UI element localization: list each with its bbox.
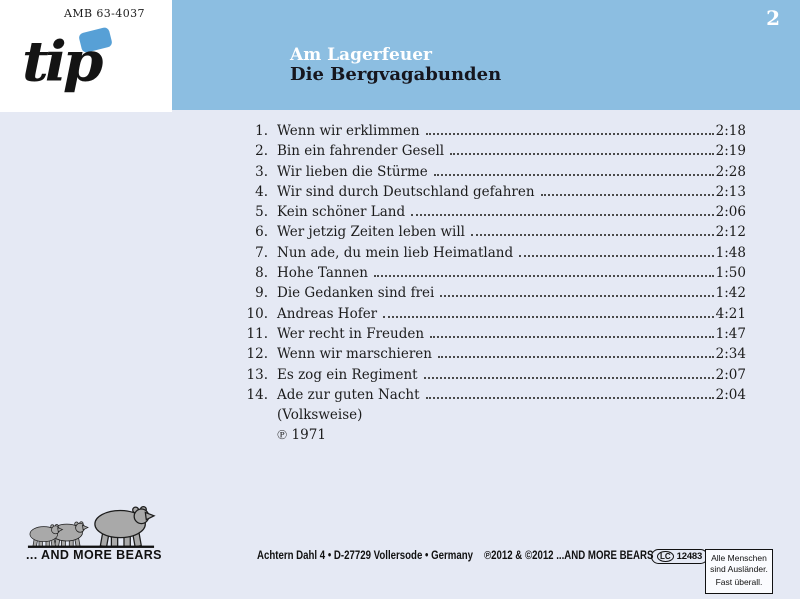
track-row (244, 285, 746, 305)
label-code-icon (651, 549, 708, 564)
track-time: 2:34 (715, 346, 746, 363)
track-row (244, 184, 746, 204)
label-address: Achtern Dahl 4 • D-27729 Vollersode • Germany (257, 550, 473, 562)
track-row (244, 204, 746, 224)
track-number: 12. (246, 346, 268, 363)
track-time: 1:47 (715, 325, 746, 342)
track-time: 1:48 (715, 244, 746, 261)
dotted-leader (426, 133, 714, 135)
track-title: Wenn wir marschieren (277, 346, 432, 363)
track-row (244, 224, 746, 244)
track-row (244, 306, 746, 326)
track-number: 5. (255, 204, 268, 221)
disclaimer-line2: sind Ausländer. (710, 563, 768, 574)
dotted-leader (438, 356, 714, 358)
dotted-leader (519, 255, 714, 257)
track-title: Kein schöner Land (277, 204, 406, 221)
tracklist-section (244, 123, 746, 448)
track-number: 3. (255, 163, 268, 180)
record-label-name: ... AND MORE BEARS (26, 548, 162, 562)
artist-name: Die Bergvagabunden (290, 64, 502, 85)
track-time: 2:07 (715, 366, 746, 383)
lc-badge: LC (657, 551, 674, 562)
track-title: Andreas Hofer (277, 305, 378, 322)
tip-label-logo-icon (20, 24, 160, 108)
track-row (244, 326, 746, 346)
track-time: 2:12 (715, 224, 746, 241)
track-row (244, 387, 746, 407)
track-time: 2:18 (715, 123, 746, 139)
dotted-leader (424, 377, 714, 379)
dotted-leader (450, 153, 714, 155)
track-title: Es zog ein Regiment (277, 366, 418, 383)
dotted-leader (411, 214, 714, 216)
track-row (244, 245, 746, 265)
dotted-leader (374, 275, 714, 277)
track-number: 6. (255, 224, 268, 241)
track-time: 1:42 (715, 285, 746, 302)
track-row (244, 265, 746, 285)
lc-number: 12483 (676, 551, 703, 562)
title-band (172, 0, 800, 110)
disclaimer-box (705, 549, 773, 594)
tracklist (244, 123, 746, 407)
track-time: 4:21 (715, 305, 746, 322)
track-number: 13. (246, 366, 268, 383)
track-row (244, 164, 746, 184)
track-number: 7. (255, 244, 268, 261)
track-note: (Volksweise) (277, 407, 363, 424)
track-number: 9. (255, 285, 268, 302)
track-title: Hohe Tannen (277, 265, 368, 282)
track-time: 1:50 (715, 265, 746, 282)
track-title: Wir sind durch Deutschland gefahren (277, 183, 535, 200)
dotted-leader (383, 316, 714, 318)
dotted-leader (430, 336, 714, 338)
catalog-number: AMB 63-4037 (64, 7, 145, 20)
page-number: 2 (766, 6, 780, 30)
track-number: 1. (255, 123, 268, 139)
copyright-line: ℗2012 & ©2012 ...AND MORE BEARS (484, 550, 654, 562)
tip-logo-text: tip (22, 29, 100, 94)
track-number: 4. (255, 183, 268, 200)
track-row (244, 123, 746, 143)
track-title: Bin ein fahrender Gesell (277, 143, 445, 160)
track-time: 2:04 (715, 386, 746, 403)
track-title: Nun ade, du mein lieb Heimatland (277, 244, 514, 261)
track-title: Ade zur guten Nacht (277, 386, 420, 403)
track-row (244, 143, 746, 163)
disclaimer-line3: Fast überall. (715, 577, 763, 587)
dotted-leader (426, 397, 714, 399)
track-title: Wer jetzig Zeiten leben will (277, 224, 465, 241)
bears-walking-icon (26, 502, 156, 550)
track-number: 11. (246, 325, 268, 342)
track-number: 10. (246, 305, 268, 322)
track-number: 14. (246, 386, 268, 403)
dotted-leader (541, 194, 714, 196)
dotted-leader (434, 174, 714, 176)
track-time: 2:28 (715, 163, 746, 180)
disclaimer-line1: Alle Menschen (711, 553, 767, 563)
track-row (244, 346, 746, 366)
dotted-leader (440, 295, 713, 297)
album-title: Am Lagerfeuer (290, 45, 432, 65)
track-number: 8. (255, 265, 268, 282)
track-time: 2:13 (715, 183, 746, 200)
track-title: Wir lieben die Stürme (277, 163, 428, 180)
track-number: 2. (255, 143, 268, 160)
track-title: Die Gedanken sind frei (277, 285, 435, 302)
track-time: 2:06 (715, 204, 746, 221)
dotted-leader (471, 234, 714, 236)
track-title: Wer recht in Freuden (277, 325, 425, 342)
phonogram-year: ℗ 1971 (277, 427, 326, 444)
track-title: Wenn wir erklimmen (277, 123, 420, 139)
track-time: 2:19 (715, 143, 746, 160)
track-row (244, 367, 746, 387)
